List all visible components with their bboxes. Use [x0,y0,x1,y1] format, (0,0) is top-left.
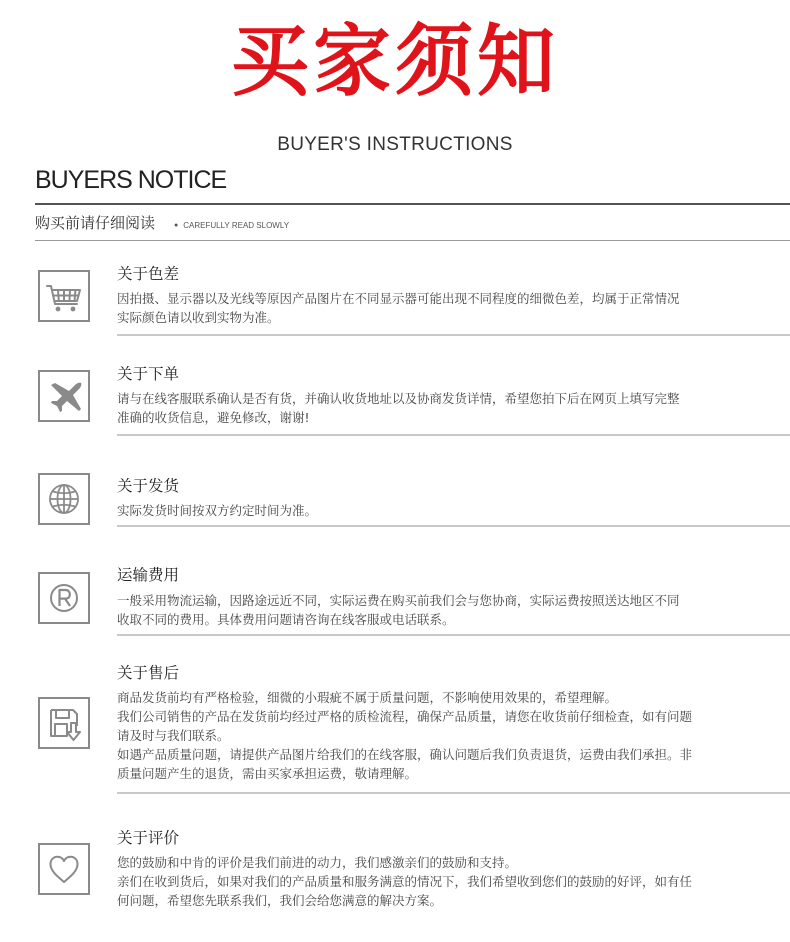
section-body [117,389,767,427]
body-line: 商品发货前均有严格检验，细微的小瑕疵不属于质量问题，不影响使用效果的，希望理解。 [117,690,618,705]
section-body [117,853,767,910]
save-download-icon [38,697,90,749]
section-title: 运输费用 [117,566,180,584]
divider [117,525,790,527]
registered-icon [38,572,90,624]
notice-heading: BUYERS NOTICE [35,166,227,194]
body-line: 因拍摄、显示器以及光线等原因产品图片在不同显示器可能出现不同程度的细微色差，均属于正常情况 [117,291,680,306]
divider [35,203,790,205]
page-title: 买家须知 [230,17,559,107]
section-body [117,501,767,520]
heart-icon [38,843,90,895]
divider [117,334,790,336]
body-line: 一般采用物流运输，因路途远近不同，实际运费在购买前我们会与您协商，实际运费按照送达地区不同 [117,593,680,608]
body-line: 收取不同的费用。具体费用问题请咨询在线客服或电话联系。 [117,612,455,627]
section-title: 关于色差 [117,265,180,283]
globe-icon [38,473,90,525]
divider [117,792,790,794]
section-title: 关于下单 [117,365,180,383]
section-title: 关于评价 [117,829,180,847]
section-title: 关于发货 [117,477,180,495]
body-line: 您的鼓励和中肯的评价是我们前进的动力，我们感激亲们的鼓励和支持。 [117,855,518,870]
body-line: 质量问题产生的退货，需由买家承担运费，敬请理解。 [117,766,418,781]
divider [117,634,790,636]
airplane-icon [38,370,90,422]
section-body [117,591,767,629]
divider [117,434,790,436]
body-line: 请及时与我们联系。 [117,728,230,743]
shopping-cart-icon [38,270,90,322]
read-carefully-cn: 购买前请仔细阅读 [35,214,156,232]
body-line: 请与在线客服联系确认是否有货，并确认收货地址以及协商发货详情，希望您拍下后在网页上填写完整 [117,391,680,406]
subtitle-english: BUYER'S INSTRUCTIONS [277,134,513,155]
body-line: 我们公司销售的产品在发货前均经过严格的质检流程，确保产品质量，请您在收货前仔细检查，如有问题 [117,709,693,724]
body-line: 如遇产品质量问题，请提供产品图片给我们的在线客服，确认问题后我们负责退货，运费由我们承担。非 [117,747,693,762]
read-carefully-en: ● CAREFULLY READ SLOWLY [174,221,289,230]
body-line: 准确的收货信息，避免修改，谢谢! [117,410,310,425]
body-line: 何问题，希望您先联系我们，我们会给您满意的解决方案。 [117,893,443,908]
body-line: 实际发货时间按双方约定时间为准。 [117,503,318,518]
body-line: 实际颜色请以收到实物为准。 [117,310,280,325]
divider [35,240,790,241]
body-line: 亲们在收到货后，如果对我们的产品质量和服务满意的情况下，我们希望收到您们的鼓励的好评，如有任 [117,874,693,889]
section-body [117,688,767,783]
section-body [117,289,767,327]
section-title: 关于售后 [117,664,180,682]
